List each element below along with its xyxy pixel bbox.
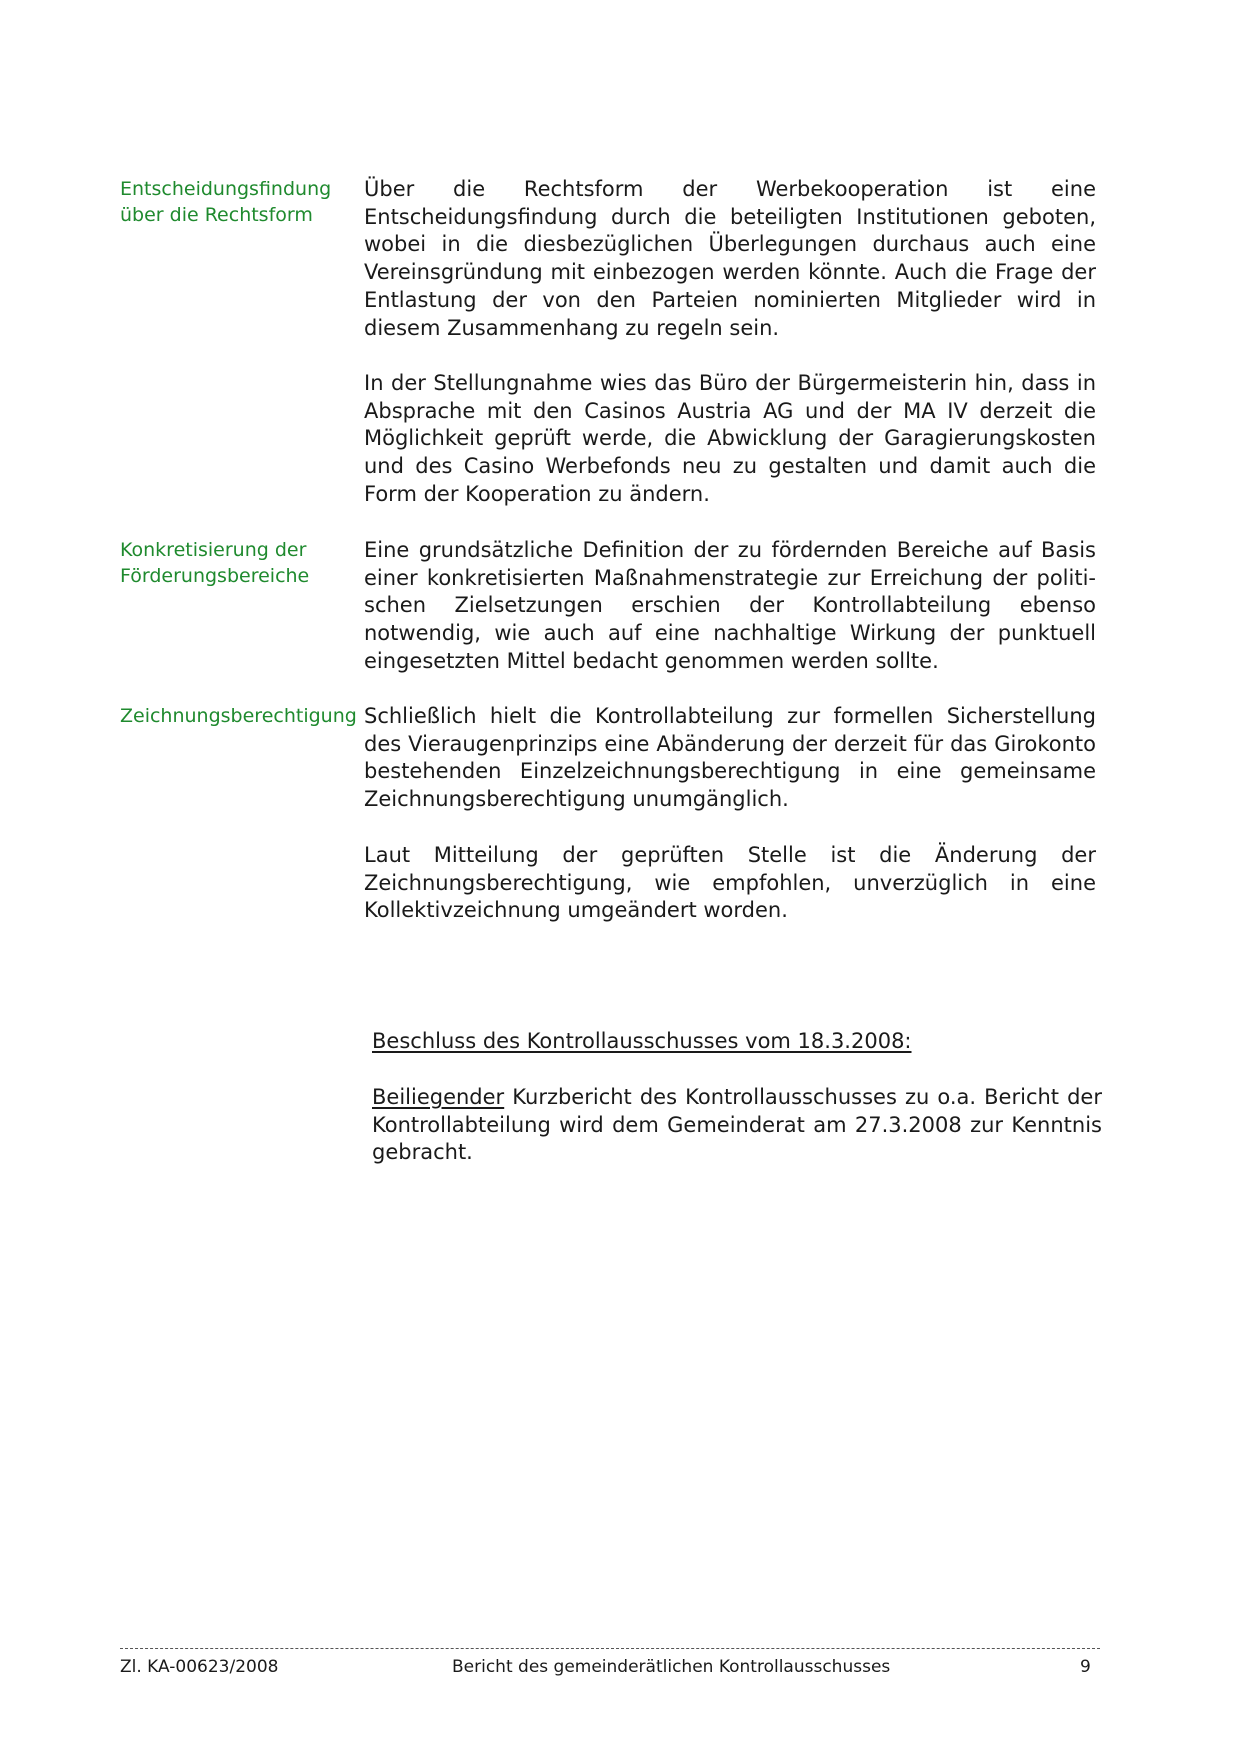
paragraph-stellungnahme: In der Stellungnahme wies das Büro der Bürgermeisterin hin, dass in Absprache mit den Casinos Austria AG und der MA IV derzeit die Möglichkeit geprüft werde, die Abwicklung der Garagierungskosten und des Casino Werbefonds neu zu gestalten und damit auch die Form der Kooperation zu ändern. (364, 371, 1096, 506)
footer-title: Bericht des gemeinderätlichen Kontrollausschusses (452, 1657, 891, 1677)
resolution-text: Kurzbericht des Kontrollausschusses zu o.a. Bericht der Kontrollabteilung wird dem Gemeinderat am 27.3.2008 zur Kenntnis gebracht. (372, 1085, 1102, 1165)
paragraph-vieraugenprinzip: Schließlich hielt die Kontrollabteilung zur formellen Sicherstellung des Vieraugenprinzips eine Abänderung der derzeit für das Girokonto bestehenden Einzelzeichnungsberechtigung in eine gemeinsame Zeichnungsberechtigung unumgänglich. (364, 704, 1096, 812)
margin-label-zeichnungsberechtigung (120, 703, 360, 729)
margin-label-konkretisierung (120, 537, 350, 589)
footer-file-number: Zl. KA-00623/2008 (120, 1657, 279, 1677)
margin-label-line: über die Rechtsform (120, 204, 313, 226)
paragraph-kollektivzeichnung: Laut Mitteilung der geprüften Stelle ist die Änderung der Zeichnungsberechtigung, wie empfohlen, unverzüglich in eine Kollektivzeichnung umgeändert worden. (364, 843, 1096, 923)
margin-label-line: Förderungsbereiche (120, 565, 310, 587)
margin-label-line: Zeichnungsberechtigung (120, 705, 357, 727)
footer-divider (120, 1648, 1100, 1649)
resolution-paragraph (372, 1084, 1102, 1167)
resolution-heading: Beschluss des Kontrollausschusses vom 18.3.2008: (372, 1029, 912, 1053)
margin-label-line: Entscheidungsfindung (120, 178, 332, 200)
margin-label-entscheidungsfindung (120, 176, 350, 228)
paragraph-rechtsform: Über die Rechtsform der Werbekooperation ist eine Entscheidungsfindung durch die beteiligten Institutionen geboten, wobei in die diesbezüglichen Überlegungen durchaus auch eine Vereinsgründung mit einbezogen werden könnte. Auch die Frage der Entlastung der von den Parteien nominierten Mitglieder wird in diesem Zusammenhang zu regeln sein. (364, 177, 1096, 340)
paragraph-foerderungsbereiche: Eine grundsätzliche Definition der zu fördernden Bereiche auf Basis einer konkretisierten Maßnahmenstrategie zur Erreichung der politischen Zielsetzungen erschien der Kontrollabteilung ebenso notwendig, wie auch auf eine nachhaltige Wirkung der punktuell eingesetzten Mittel bedacht genommen werden sollte. (364, 538, 1096, 673)
margin-label-line: Konkretisierung der (120, 539, 307, 561)
resolution-lead-word: Beiliegender (372, 1085, 505, 1109)
footer-page-number: 9 (1080, 1657, 1091, 1677)
